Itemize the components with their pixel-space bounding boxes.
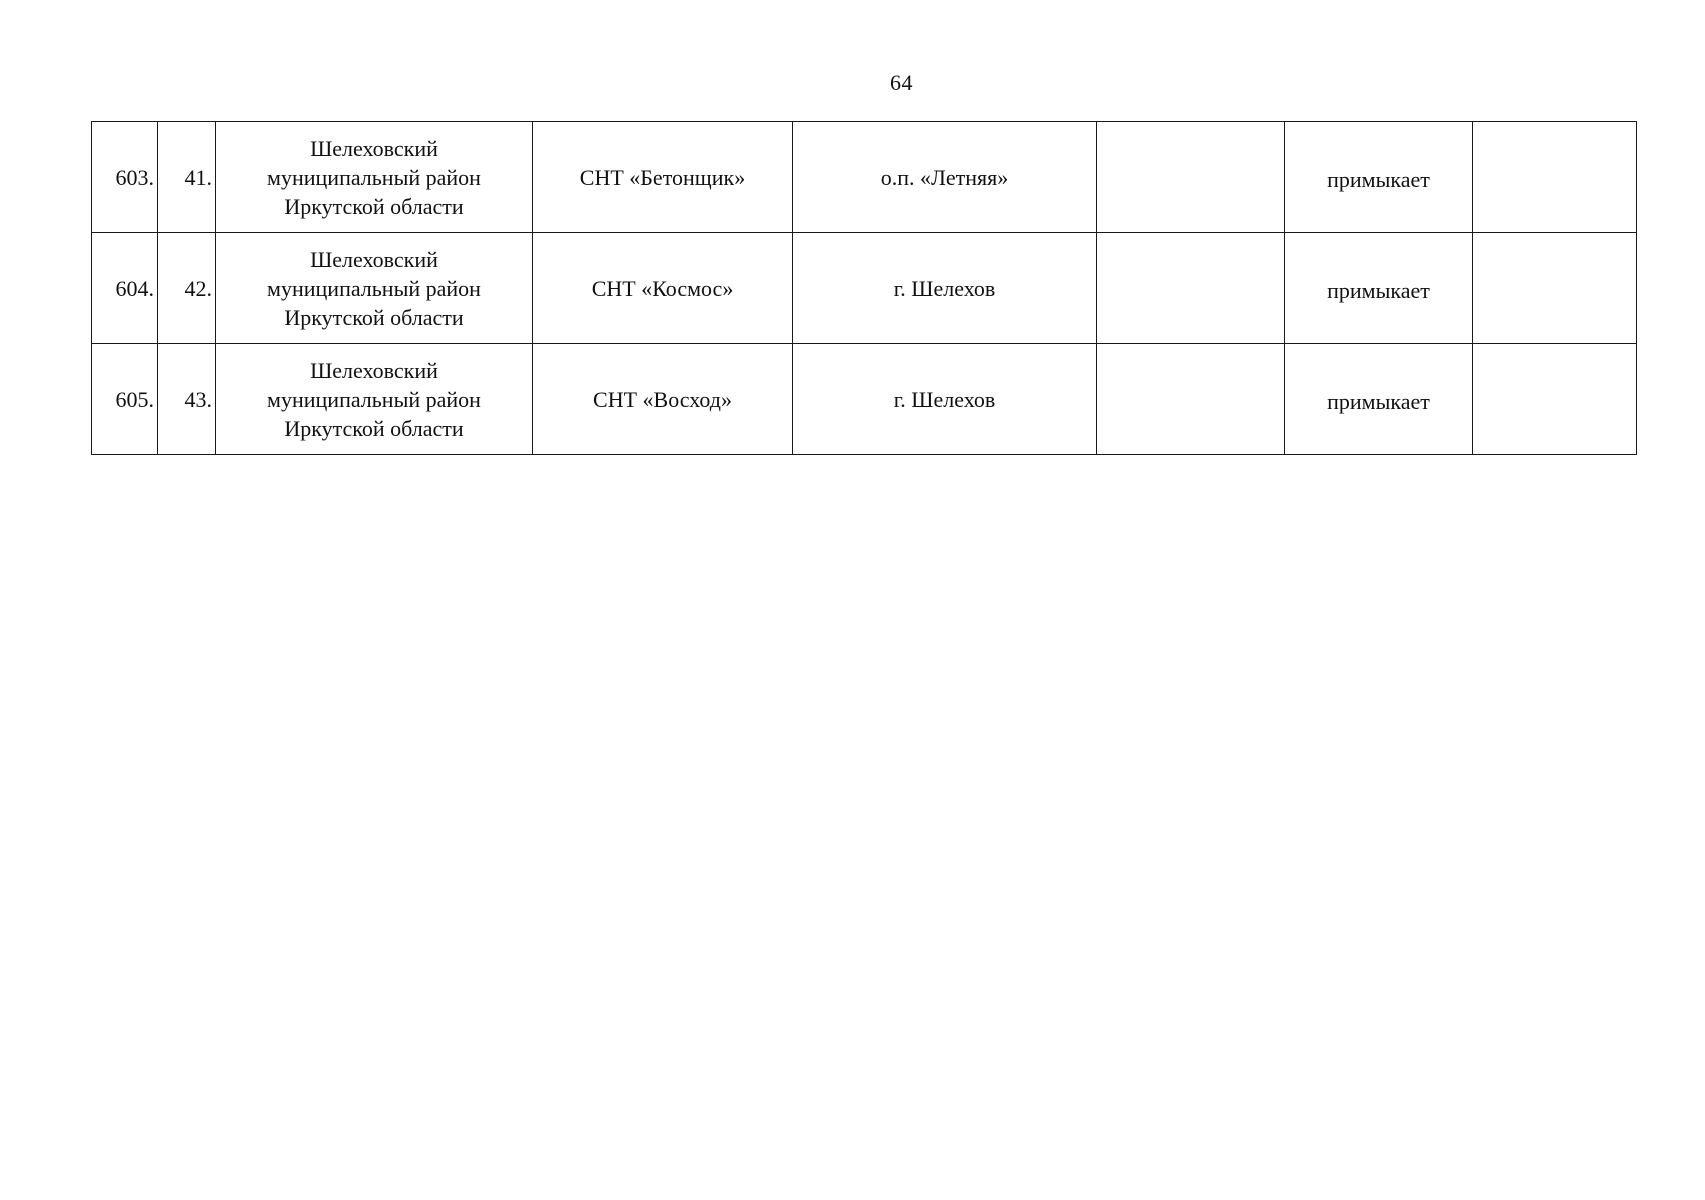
municipality-cell	[216, 344, 533, 455]
settlement-cell: о.п. «Летняя»	[793, 122, 1097, 233]
table-row	[92, 233, 1637, 344]
page-number: 64	[890, 70, 913, 95]
empty-cell	[1097, 122, 1285, 233]
settlement-cell: г. Шелехов	[793, 344, 1097, 455]
last-cell	[1473, 344, 1637, 455]
settlement-cell: г. Шелехов	[793, 233, 1097, 344]
row-number-cell: 605.	[92, 344, 158, 455]
municipality-cell	[216, 122, 533, 233]
last-cell	[1473, 122, 1637, 233]
municipality-text: Шелеховский муниципальный район Иркутской области	[267, 246, 481, 330]
sub-number-cell: 41.	[158, 122, 216, 233]
relation-cell: примыкает	[1285, 122, 1473, 233]
table-row	[92, 344, 1637, 455]
object-cell: СНТ «Восход»	[533, 344, 793, 455]
relation-cell: примыкает	[1285, 233, 1473, 344]
municipality-text: Шелеховский муниципальный район Иркутской области	[267, 135, 481, 219]
empty-cell	[1097, 233, 1285, 344]
sub-number-cell: 42.	[158, 233, 216, 344]
relation-cell: примыкает	[1285, 344, 1473, 455]
object-cell: СНТ «Бетонщик»	[533, 122, 793, 233]
municipality-text: Шелеховский муниципальный район Иркутской области	[267, 357, 481, 441]
row-number-cell: 604.	[92, 233, 158, 344]
row-number-cell: 603.	[92, 122, 158, 233]
sub-number-cell: 43.	[158, 344, 216, 455]
empty-cell	[1097, 344, 1285, 455]
table-row	[92, 122, 1637, 233]
municipality-cell	[216, 233, 533, 344]
last-cell	[1473, 233, 1637, 344]
object-cell: СНТ «Космос»	[533, 233, 793, 344]
settlements-table	[91, 121, 1637, 455]
